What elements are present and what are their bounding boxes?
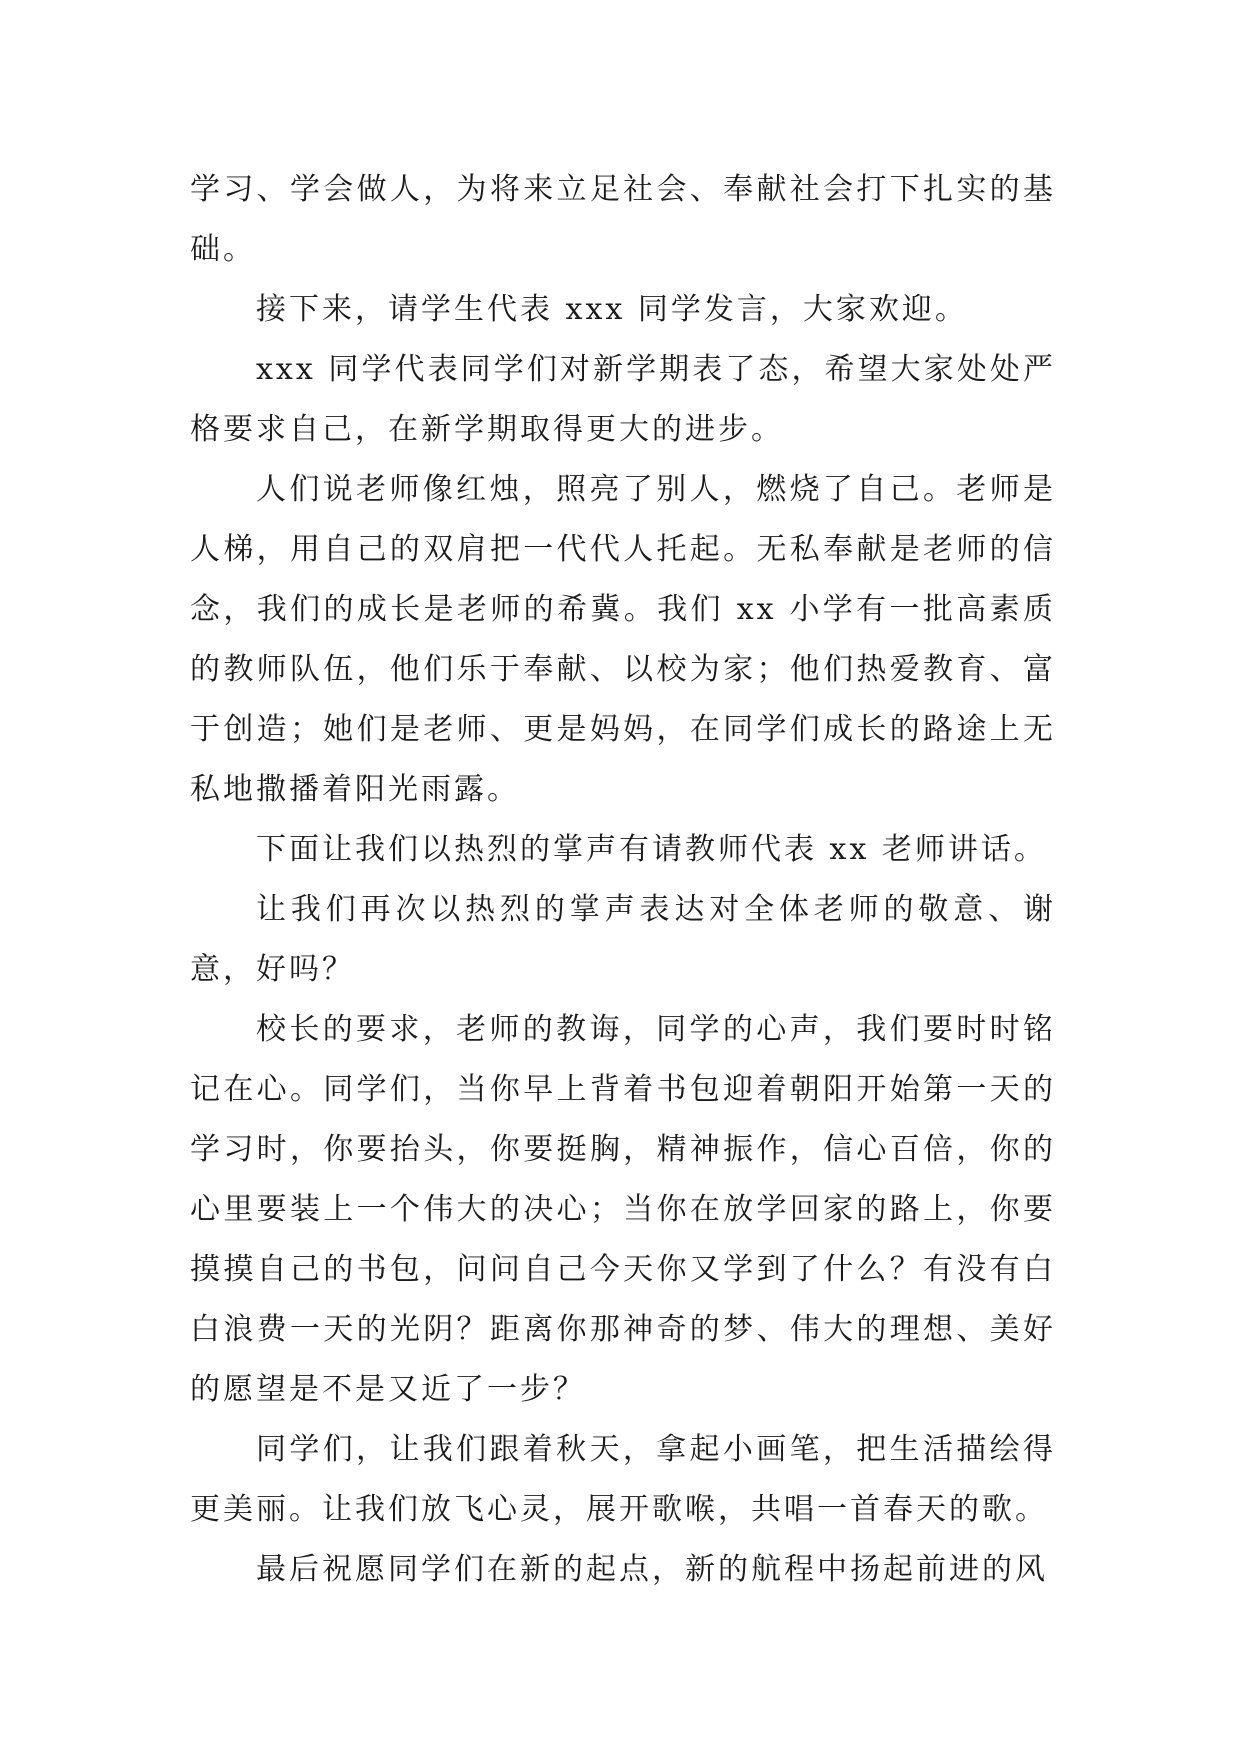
paragraph: xxx 同学代表同学们对新学期表了态，希望大家处处严格要求自己，在新学期取得更大的进步。 [190, 352, 1056, 447]
paragraph: 人们说老师像红烛，照亮了别人，燃烧了自己。老师是人梯，用自己的双肩把一代代人托起。无私奉献是老师的信念，我们的成长是老师的希冀。我们 xx 小学有一批高素质的教师队伍，他们乐于奉献、以校为家；他们热爱教育、富于创造；她们是老师、更是妈妈，在同学们成长的路途上无私地撒播着阳光雨露。 [190, 472, 1056, 807]
paragraph: 校长的要求，老师的教诲，同学的心声，我们要时时铭记在心。同学们，当你早上背着书包迎着朝阳开始第一天的学习时，你要抬头，你要挺胸，精神振作，信心百倍，你的心里要装上一个伟大的决心；当你在放学回家的路上，你要摸摸自己的书包，问问自己今天你又学到了什么？有没有白白浪费一天的光阴？距离你那神奇的梦、伟大的理想、美好的愿望是不是又近了一步？ [190, 1012, 1056, 1407]
document-body [190, 160, 1056, 1600]
paragraph: 学习、学会做人，为将来立足社会、奉献社会打下扎实的基础。 [190, 172, 1056, 267]
paragraph: 最后祝愿同学们在新的起点，新的航程中扬起前进的风 [256, 1552, 1048, 1587]
paragraph: 下面让我们以热烈的掌声有请教师代表 xx 老师讲话。 [256, 832, 1047, 867]
paragraph: 接下来，请学生代表 xxx 同学发言，大家欢迎。 [256, 292, 968, 327]
paragraph: 让我们再次以热烈的掌声表达对全体老师的敬意、谢意，好吗？ [190, 892, 1056, 987]
paragraph: 同学们，让我们跟着秋天，拿起小画笔，把生活描绘得更美丽。让我们放飞心灵，展开歌喉，共唱一首春天的歌。 [190, 1432, 1056, 1527]
